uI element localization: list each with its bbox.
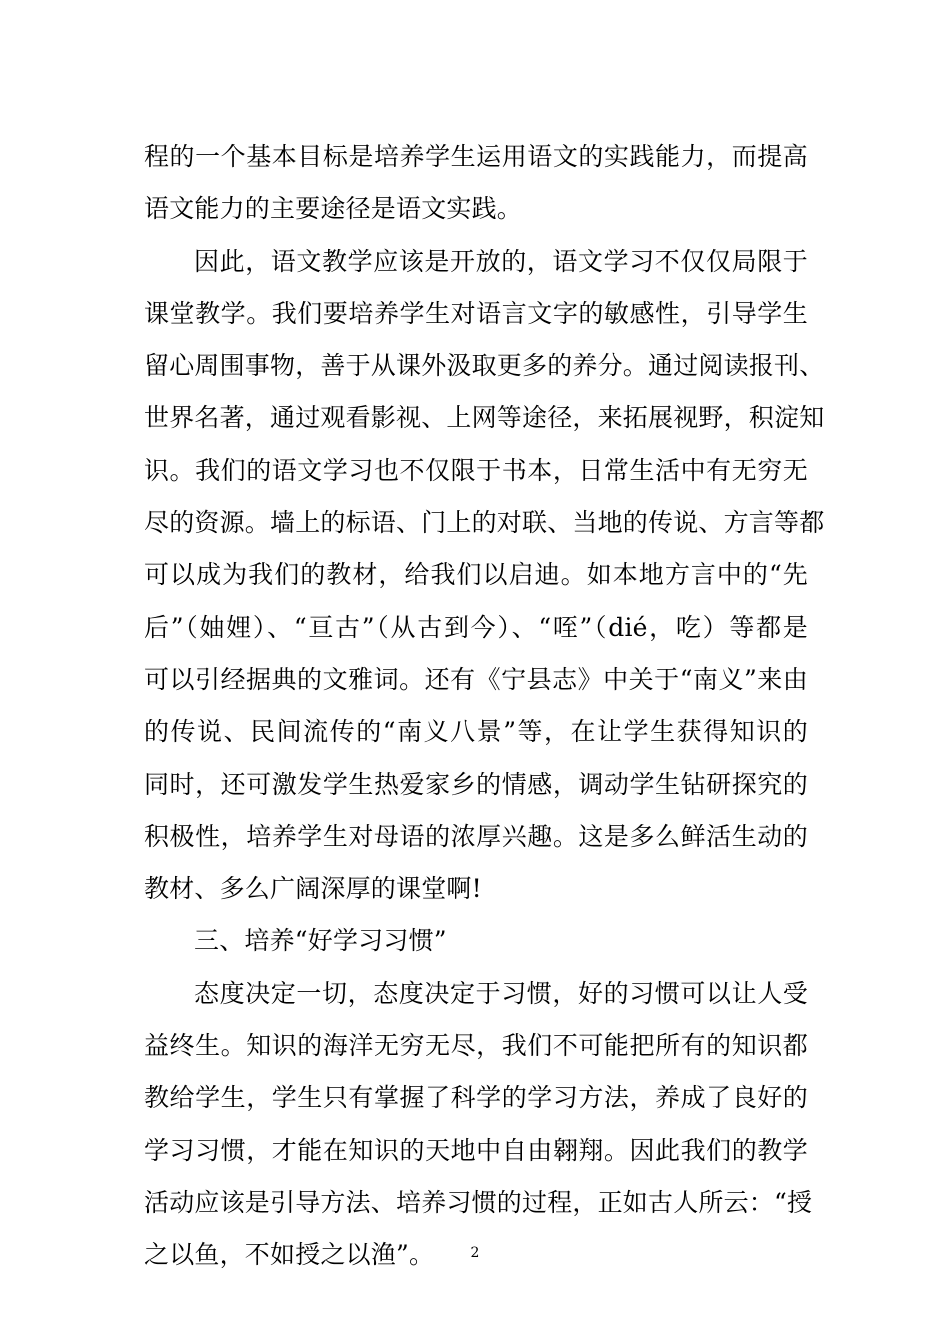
page-number: 2 xyxy=(470,1245,480,1261)
text-line: 态度决定一切，态度决定于习惯，好的习惯可以让人受 xyxy=(194,978,808,1008)
text-line: 教材、多么广阔深厚的课堂啊! xyxy=(144,874,482,904)
text-line: 程的一个基本目标是培养学生运用语文的实践能力，而提高 xyxy=(144,142,808,171)
text-line: 活动应该是引导方法、培养习惯的过程，正如古人所云：“授 xyxy=(144,1187,813,1217)
text-line: 可以引经据典的文雅词。还有《宁县志》中关于“南义”来由 xyxy=(144,664,808,694)
text-line: 同时，还可激发学生热爱家乡的情感，调动学生钻研探究的 xyxy=(144,769,808,799)
body-text xyxy=(144,131,825,1282)
text-line: 三、培养“好学习习惯” xyxy=(194,926,447,956)
text-line: 语文能力的主要途径是语文实践。 xyxy=(144,194,523,224)
text-line: 教给学生，学生只有掌握了科学的学习方法，养成了良好的 xyxy=(144,1083,808,1113)
text-line: 因此，语文教学应该是开放的，语文学习不仅仅局限于 xyxy=(194,246,808,276)
text-line: 的传说、民间流传的“南义八景”等，在让学生获得知识的 xyxy=(144,717,808,747)
text-line: 益终生。知识的海洋无穷无尽，我们不可能把所有的知识都 xyxy=(144,1031,808,1061)
text-line: 留心周围事物，善于从课外汲取更多的养分。通过阅读报刊、 xyxy=(144,351,825,381)
text-line: 之以鱼，不如授之以渔”。 xyxy=(144,1240,435,1270)
text-line: 识。我们的语文学习也不仅限于书本，日常生活中有无穷无 xyxy=(144,455,808,485)
text-line: 课堂教学。我们要培养学生对语言文字的敏感性，引导学生 xyxy=(144,298,808,328)
text-line: 积极性，培养学生对母语的浓厚兴趣。这是多么鲜活生动的 xyxy=(144,821,808,851)
text-line: 可以成为我们的教材，给我们以启迪。如本地方言中的“先 xyxy=(144,560,808,590)
text-line: 尽的资源。墙上的标语、门上的对联、当地的传说、方言等都 xyxy=(144,508,825,538)
text-line: 世界名著，通过观看影视、上网等途径，来拓展视野，积淀知 xyxy=(144,403,825,433)
text-line: 学习习惯，才能在知识的天地中自由翱翔。因此我们的教学 xyxy=(144,1135,808,1165)
text-line: 后”（妯娌）、“亘古”（从古到今）、“咥”（dié，吃）等都是 xyxy=(144,612,808,642)
